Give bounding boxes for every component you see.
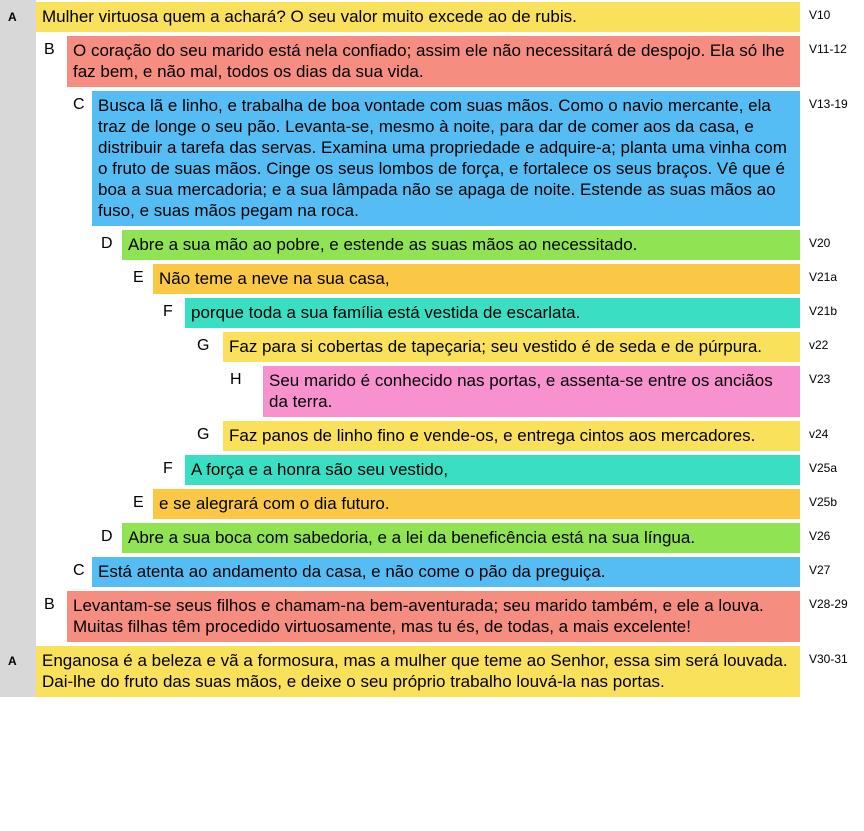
level-letter: E [133, 494, 144, 511]
verse-reference: v24 [800, 421, 864, 451]
level-letter: F [163, 303, 173, 320]
verse-text-bar: Busca lã e linho, e trabalha de boa vontade com suas mãos. Como o navio mercante, ela traz de longe o seu pão. Levanta-se, mesmo à noite, para dar de comer aos da casa, e distribuir a tarefa das servas. Examina uma propriedade e adquire-a; planta uma vinha com o fruto de suas mãos. Cinge os seus lombos de força, e fortalece os seus braços. Vê que é boa a sua mercadoria; e a sua lâmpada não se apaga de noite. Estende as suas mãos ao fuso, e suas mãos pegam na roca. [92, 91, 800, 226]
chiasm-row [0, 455, 864, 485]
verse-text-bar: Faz para si cobertas de tapeçaria; seu vestido é de seda e de púrpura. [223, 332, 800, 362]
chiasm-row [0, 366, 864, 417]
verse-reference: V25b [800, 489, 864, 519]
level-letter: A [8, 654, 17, 668]
chiasm-row [0, 646, 864, 697]
verse-text-bar: A força e a honra são seu vestido, [185, 455, 800, 485]
level-letter: E [133, 269, 144, 286]
verse-reference: V13-19 [800, 91, 864, 226]
chiasm-row [0, 591, 864, 642]
verse-text-bar: O coração do seu marido está nela confiado; assim ele não necessitará de despojo. Ela só lhe faz bem, e não mal, todos os dias da sua vida. [67, 36, 800, 87]
level-letter: F [163, 460, 173, 477]
verse-text-bar: Está atenta ao andamento da casa, e não come o pão da preguiça. [92, 557, 800, 587]
chiasm-row [0, 91, 864, 226]
chiasm-rows [0, 2, 864, 697]
level-letter: A [8, 10, 17, 24]
level-letter: H [230, 371, 242, 388]
verse-text-bar: Faz panos de linho fino e vende-os, e entrega cintos aos mercadores. [223, 421, 800, 451]
verse-text-bar: Não teme a neve na sua casa, [153, 264, 800, 294]
chiasm-row [0, 264, 864, 294]
verse-text-bar: Levantam-se seus filhos e chamam-na bem-aventurada; seu marido também, e ele a louva. Muitas filhas têm procedido virtuosamente, mas tu és, de todas, a mais excelente! [67, 591, 800, 642]
verse-reference: V28-29 [800, 591, 864, 642]
verse-text-bar: Mulher virtuosa quem a achará? O seu valor muito excede ao de rubis. [36, 2, 800, 32]
verse-text-bar: Seu marido é conhecido nas portas, e assenta-se entre os anciãos da terra. [263, 366, 800, 417]
verse-reference: V26 [800, 523, 864, 553]
verse-reference: V21b [800, 298, 864, 328]
verse-text-bar: e se alegrará com o dia futuro. [153, 489, 800, 519]
chiasm-row [0, 421, 864, 451]
verse-reference: V25a [800, 455, 864, 485]
verse-reference: V27 [800, 557, 864, 587]
level-letter: G [197, 426, 210, 443]
chiasm-row [0, 557, 864, 587]
verse-reference: V10 [800, 2, 864, 32]
verse-text-bar: Enganosa é a beleza e vã a formosura, mas a mulher que teme ao Senhor, essa sim será louvada. Dai-lhe do fruto das suas mãos, e deixe o seu próprio trabalho louvá-la nas portas. [36, 646, 800, 697]
level-letter: B [44, 596, 55, 613]
chiasm-row [0, 489, 864, 519]
verse-reference: V21a [800, 264, 864, 294]
verse-reference: V23 [800, 366, 864, 417]
level-letter: D [101, 528, 113, 545]
verse-text-bar: Abre a sua boca com sabedoria, e a lei da beneficência está na sua língua. [122, 523, 800, 553]
level-letter: G [197, 337, 210, 354]
verse-text-bar: porque toda a sua família está vestida de escarlata. [185, 298, 800, 328]
verse-reference: V30-31 [800, 646, 864, 697]
level-letter: D [101, 235, 113, 252]
verse-reference: V20 [800, 230, 864, 260]
level-letter: B [44, 41, 55, 58]
verse-text-bar: Abre a sua mão ao pobre, e estende as suas mãos ao necessitado. [122, 230, 800, 260]
verse-reference: V11-12 [800, 36, 864, 87]
chiasm-row [0, 2, 864, 32]
chiasm-row [0, 298, 864, 328]
level-letter: C [73, 96, 85, 113]
chiasm-row [0, 36, 864, 87]
verse-reference: v22 [800, 332, 864, 362]
chiasm-row [0, 332, 864, 362]
chiasm-row [0, 230, 864, 260]
chiasm-row [0, 523, 864, 553]
level-letter: C [73, 562, 85, 579]
